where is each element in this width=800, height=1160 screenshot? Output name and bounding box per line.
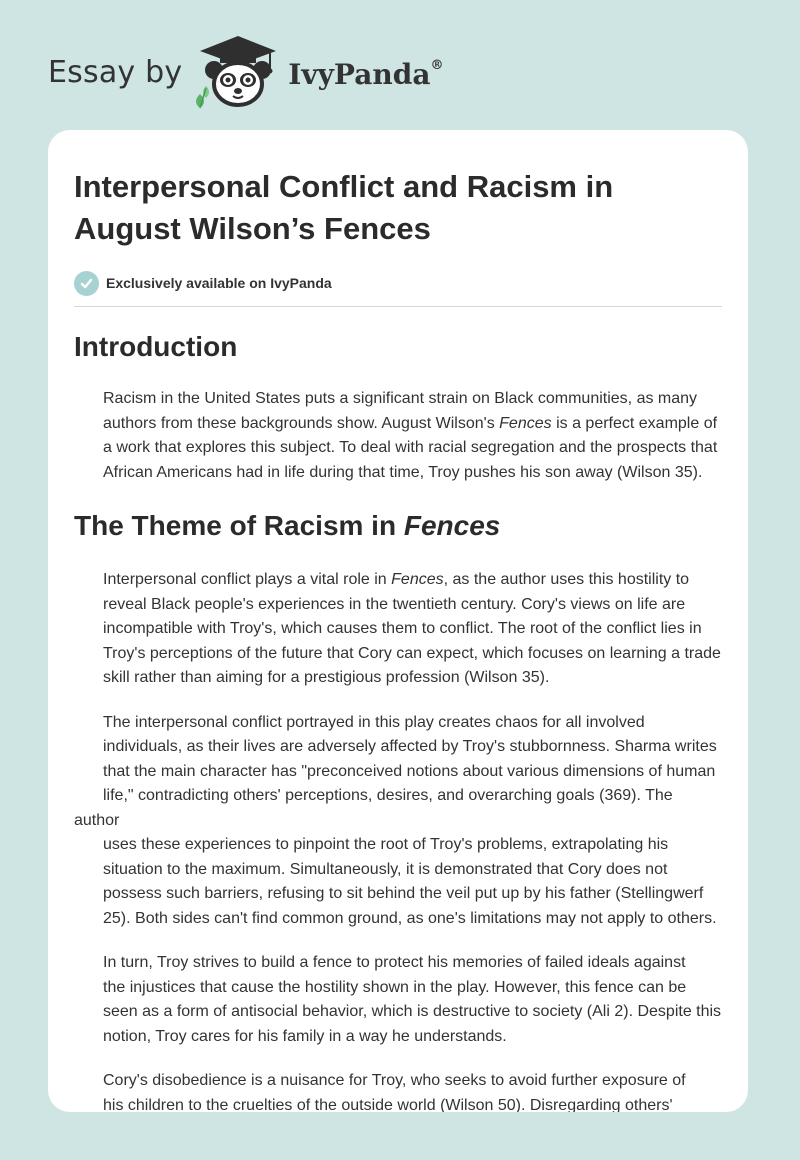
- paragraph: Racism in the United States puts a significant strain on Black communities, as many authors from these backgrounds show. August Wilson's Fences is a perfect example of a work that explores this subject. To deal with racial segregation and the prospects that African Americans had in life during that time, Troy pushes his son away (Wilson 35).: [103, 390, 718, 481]
- paragraph: The interpersonal conflict portrayed in this play creates chaos for all involved individuals, as their lives are adversely affected by Troy's stubbornness. Sharma writes that the main character has "preconceived notions about various dimensions of human life," contradicting others' perceptions, desires, and overarching goals (369). The author uses these experiences to pinpoint the root of Troy's problems, extrapolating his situation to the maximum. Simultaneously, it is demonstrated that Cory does not possess such barriers, refusing to sit behind the veil put up by his father (Stellingwerf 25). Both sides can't find common ground, as one's limitations may not apply to others.: [74, 713, 717, 927]
- divider: [74, 306, 722, 307]
- brand-prefix: Essay by: [48, 54, 183, 90]
- check-circle-icon: [74, 271, 99, 296]
- exclusive-badge: [74, 270, 722, 296]
- brand-name: IvyPanda®: [288, 57, 444, 91]
- paragraph: Interpersonal conflict plays a vital role in Fences, as the author uses this hostility to reveal Black people's experiences in the twentieth century. Cory's views on life are incompatible with Troy's, which causes them to conflict. The root of the conflict lies in Troy's perceptions of the future that Cory can expect, which focuses on learning a trade skill rather than aiming for a prestigious profession (Wilson 35).: [103, 571, 721, 686]
- registered-mark: ®: [430, 58, 444, 74]
- section-heading-introduction: Introduction: [74, 331, 238, 362]
- site-header: [48, 34, 443, 110]
- section-heading-theme: The Theme of Racism in Fences: [74, 510, 501, 541]
- essay-title: Interpersonal Conflict and Racism in August Wilson’s Fences: [74, 169, 614, 246]
- paragraph: In turn, Troy strives to build a fence to protect his memories of failed ideals against the injustices that cause the hostility shown in the play. However, this fence can be seen as a form of antisocial behavior, which is destructive to society (Ali 2). Despite this notion, Troy cares for his family in a way he understands.: [103, 954, 722, 1045]
- panda-graduate-logo[interactable]: [190, 34, 286, 110]
- exclusive-text: Exclusively available on IvyPanda: [106, 275, 332, 291]
- essay-content: [74, 166, 722, 1112]
- paragraph: Cory's disobedience is a nuisance for Troy, who seeks to avoid further exposure of his children to the cruelties of the outside world (Wilson 50). Disregarding others': [103, 1072, 686, 1112]
- essay-card: [48, 130, 748, 1112]
